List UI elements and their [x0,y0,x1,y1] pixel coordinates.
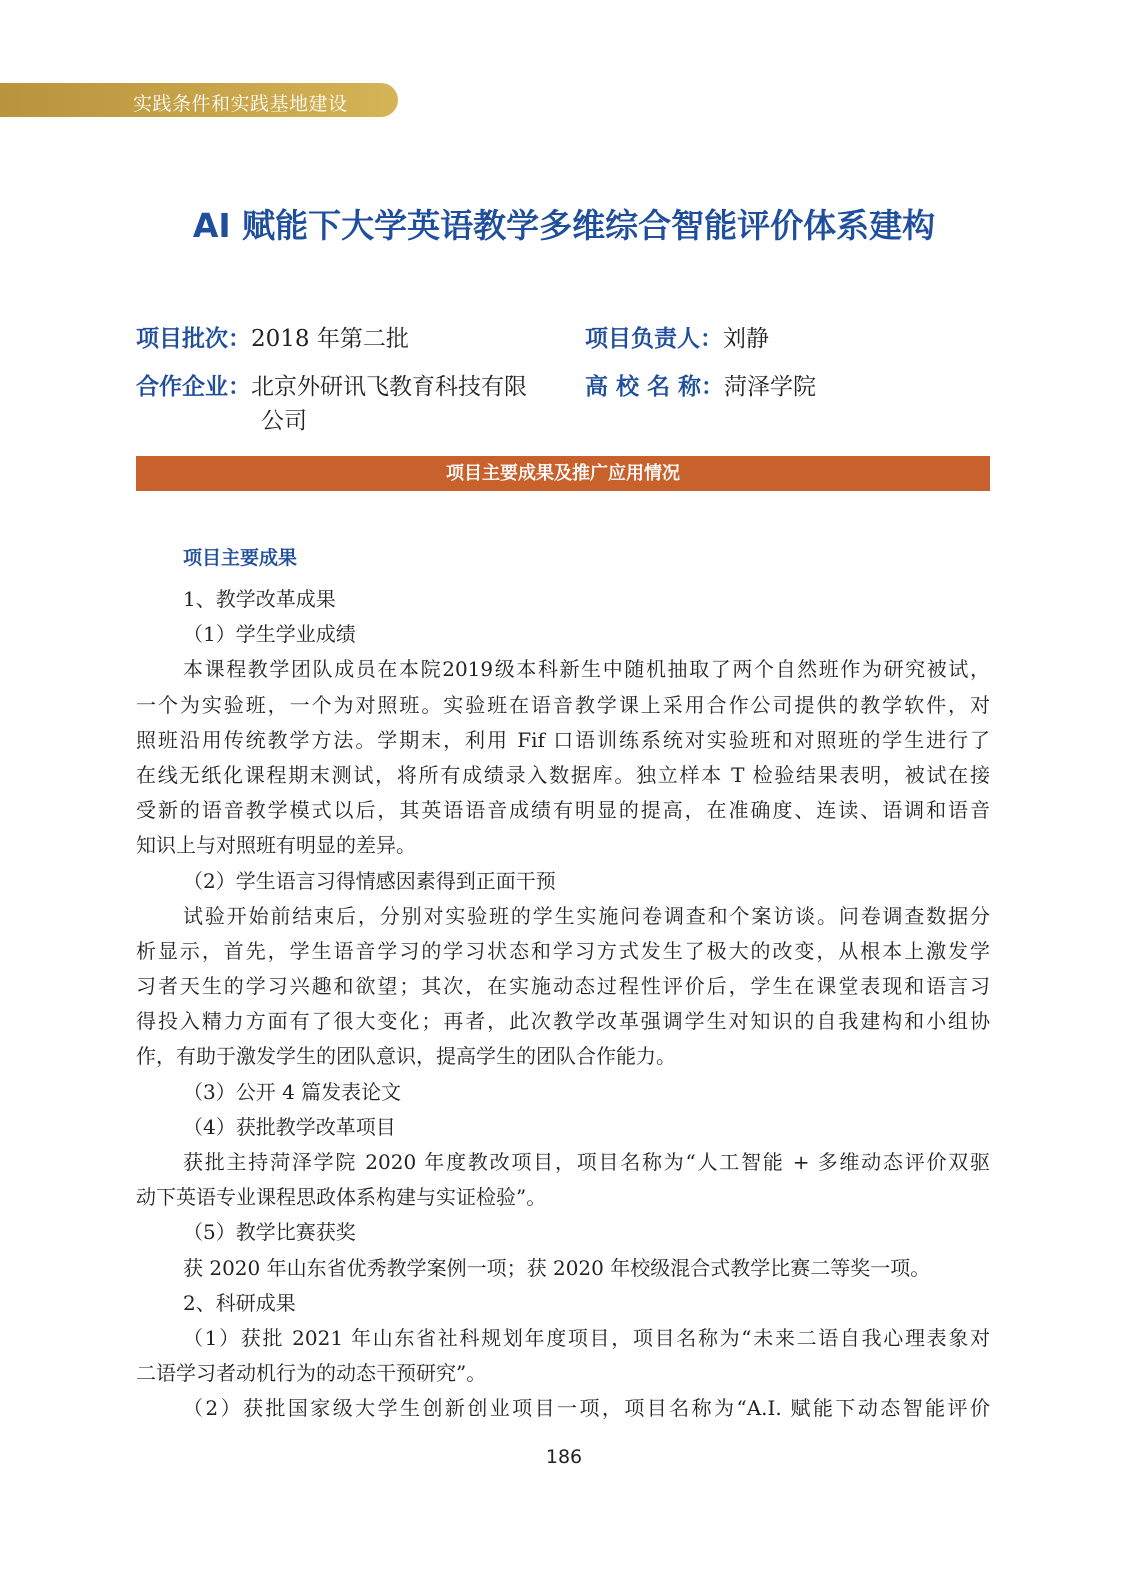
body-line: 析显示，首先，学生语音学习的学习状态和学习方式发生了极大的改变，从根本上激发学 [136,938,990,963]
body-line: 试验开始前结束后，分别对实验班的学生实施问卷调查和个案访谈。问卷调查数据分 [183,903,990,928]
body-line: 知识上与对照班有明显的差异。 [136,833,416,858]
project-leader-value: 刘静 [723,326,769,352]
project-leader-label: 项目负责人： [585,326,723,352]
body-line: （2）学生语言习得情感因素得到正面干预 [183,868,556,893]
body-line: （1）学生学业成绩 [183,622,356,647]
body-line: 在线无纸化课程期末测试，将所有成绩录入数据库。独立样本 T 检验结果表明，被试在接 [136,762,990,787]
body-line: （4）获批教学改革项目 [183,1114,396,1139]
school-name-label: 高 校 名 称： [585,374,725,400]
body-line: 得投入精力方面有了很大变化；再者，此次教学改革强调学生对知识的自我建构和小组协 [136,1009,990,1034]
project-batch-label: 项目批次： [136,326,251,352]
body-line: （1）获批 2021 年山东省社科规划年度项目，项目名称为“未来二语自我心理表象对 [183,1325,990,1350]
partner-company-value-line2: 公司 [261,408,307,434]
body-line: （3）公开 4 篇发表论文 [183,1079,402,1104]
partner-company-value-line1: 北京外研讯飞教育科技有限 [251,374,527,400]
body-line: 习者天生的学习兴趣和欲望；其次，在实施动态过程性评价后，学生在课堂表现和语言习 [136,974,990,999]
section-bar: 项目主要成果及推广应用情况 [136,456,990,491]
project-leader [585,322,769,356]
body-line: 照班沿用传统教学方法。学期末，利用 Fif 口语训练系统对实验班和对照班的学生进行了 [136,727,990,752]
body-line: 二语学习者动机行为的动态干预研究”。 [136,1361,487,1386]
school-name [585,370,816,404]
header-section-title: 实践条件和实践基地建设 [133,93,348,115]
body-line: （2）获批国家级大学生创新创业项目一项，项目名称为“A.I. 赋能下动态智能评价 [183,1396,990,1421]
body-line: 一个为实验班，一个为对照班。实验班在语音教学课上采用合作公司提供的教学软件，对 [136,692,990,717]
body-text [136,582,990,1427]
partner-company [136,370,527,404]
body-line: （5）教学比赛获奖 [183,1220,356,1245]
body-line: 获 2020 年山东省优秀教学案例一项；获 2020 年校级混合式教学比赛二等奖一项。 [183,1255,931,1280]
body-line: 获批主持菏泽学院 2020 年度教改项目，项目名称为“人工智能 + 多维动态评价双驱 [183,1150,990,1174]
body-line: 2、科研成果 [183,1290,296,1315]
project-batch [136,322,409,356]
page-number: 186 [545,1446,583,1468]
body-line: 作，有助于激发学生的团队意识，提高学生的团队合作能力。 [136,1044,676,1069]
partner-company-line2 [261,404,307,438]
partner-company-label: 合作企业： [136,374,251,400]
body-line: 受新的语音教学模式以后，其英语语音成绩有明显的提高，在准确度、连读、语调和语音 [136,798,990,823]
school-name-value: 菏泽学院 [724,374,817,400]
page-title: AI 赋能下大学英语教学多维综合智能评价体系建构 [192,206,936,245]
body-line: 本课程教学团队成员在本院2019级本科新生中随机抽取了两个自然班作为研究被试， [183,657,990,682]
body-line: 动下英语专业课程思政体系构建与实证检验”。 [136,1185,547,1210]
body-line: 1、教学改革成果 [183,587,336,611]
subheading-main-results: 项目主要成果 [183,547,298,569]
project-batch-value: 2018 年第二批 [251,326,409,352]
